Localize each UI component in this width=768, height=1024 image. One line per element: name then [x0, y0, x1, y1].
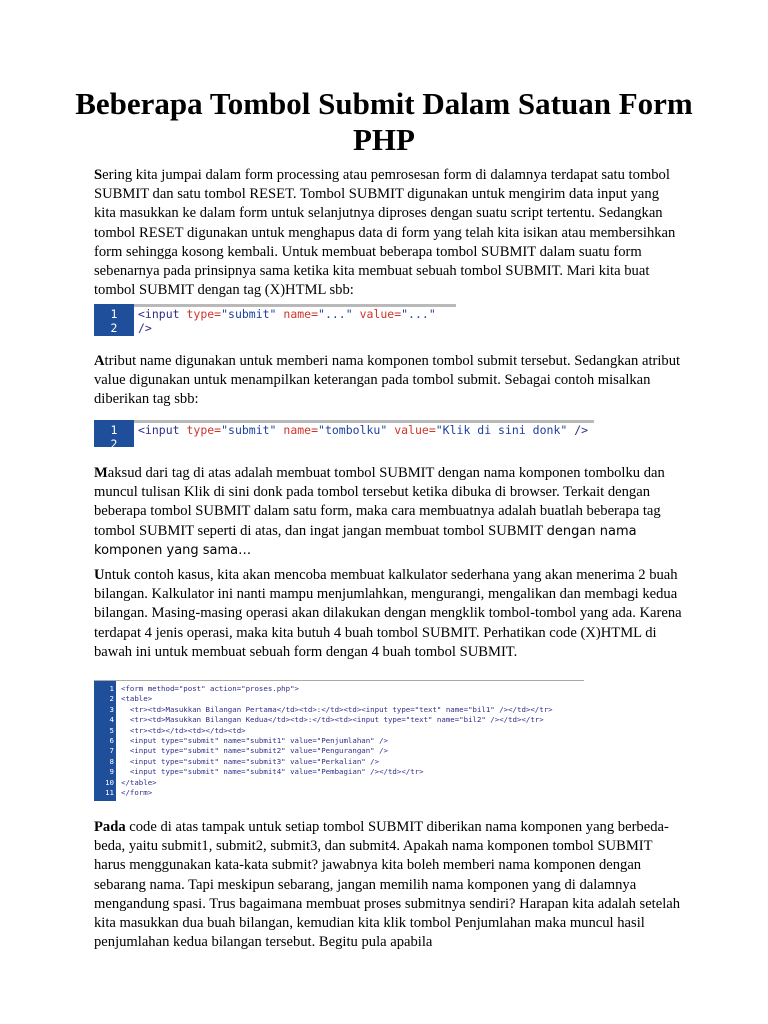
- line-number: 10: [105, 777, 114, 787]
- paragraph-calculator: [94, 566, 684, 662]
- code-snippet-submit-generic: [94, 304, 456, 336]
- drop-letter: A: [94, 353, 105, 369]
- code-token: "...": [318, 307, 353, 321]
- drop-letter: S: [94, 167, 103, 183]
- paragraph-text: code di atas tampak untuk setiap tombol SUBMIT diberikan nama komponen yang berbeda-beda, yaitu submit1, submit2, submit3, dan submit4. Apakah nama komponen tombol SUBMIT harus menggunakan kata-kata submit? jawabnya kita boleh memberi nama komponen dengan sebarang nama. Tapi meskipun sebarang, jangan memilih nama komponen yang di dalamnya mengandung spasi. Trus bagaimana membuat proses submitnya sendiri? Harapan kita adalah setelah kita masukkan dua buah bilangan, kemudian kita klik tombol Penjumlahan maka muncul hasil penjumlahan kedua bilangan tersebut. Begitu pula apabila: [94, 819, 681, 951]
- line-number: 1: [110, 423, 118, 437]
- line-number: 4: [109, 715, 114, 725]
- code-line: </form>: [121, 788, 153, 797]
- code-token: type=: [186, 307, 222, 321]
- code-token: "submit": [221, 307, 277, 321]
- drop-letter: U: [94, 567, 105, 583]
- code-token: "tombolku": [318, 423, 388, 437]
- code-line: [138, 307, 456, 335]
- page-title: Beberapa Tombol Submit Dalam Satuan Form PHP: [75, 86, 693, 157]
- code-line: </table>: [121, 777, 157, 787]
- code-line: <input type="submit" name="submit3" value="Perkalian" />: [121, 756, 380, 766]
- code-line: [138, 423, 588, 437]
- line-number: 11: [105, 788, 114, 797]
- line-number: 8: [109, 756, 114, 766]
- code-token: "Klik di sini donk": [435, 423, 568, 437]
- code-line: <form method="post" action="proses.php">: [121, 684, 299, 693]
- code-line: <tr><td></td><td></td><td>: [121, 725, 246, 735]
- code-token: value=: [387, 423, 436, 437]
- code-token: value=: [352, 307, 402, 321]
- paragraph-intro: [94, 166, 684, 300]
- code-token: name=: [276, 307, 319, 321]
- code-line: <table>: [121, 694, 153, 704]
- paragraph-text: tribut name digunakan untuk memberi nama komponen tombol submit tersebut. Sedangkan atribut value digunakan untuk menampilkan keterangan pada tombol submit. Sebagai contoh misalkan diberikan tag sbb:: [94, 353, 681, 408]
- code-token: />: [138, 321, 152, 335]
- paragraph-explanation: [94, 464, 684, 560]
- drop-letter: M: [94, 465, 108, 481]
- code-line: <tr><td>Masukkan Bilangan Kedua</td><td>:</td><td><input type="text" name="bil2" /></td></tr>: [121, 715, 544, 725]
- code-token: "submit": [221, 423, 277, 437]
- code-token: name=: [276, 423, 319, 437]
- line-number: 1: [110, 307, 118, 321]
- line-number: 5: [109, 725, 114, 735]
- code-snippet-submit-tombolku: [94, 420, 594, 447]
- code-token: />: [567, 423, 589, 437]
- code-line: <input type="submit" name="submit2" value="Pengurangan" />: [121, 746, 388, 756]
- paragraph-attributes: [94, 352, 684, 410]
- line-number: 9: [109, 767, 114, 777]
- code-token: <input: [138, 307, 187, 321]
- line-number: 2: [110, 321, 118, 335]
- code-line: <input type="submit" name="submit1" value="Penjumlahan" />: [121, 736, 388, 745]
- drop-word: Pada: [94, 819, 126, 835]
- paragraph-text-tail: dengan nama komponen yang sama…: [94, 523, 637, 558]
- code-token: <input: [138, 423, 187, 437]
- line-number: 6: [109, 736, 114, 745]
- line-number: 3: [109, 704, 114, 714]
- line-number: 2: [110, 437, 118, 447]
- paragraph-text: aksud dari tag di atas adalah membuat tombol SUBMIT dengan nama komponen tombolku dan muncul tulisan Klik di sini donk pada tombol tersebut ketika dibuka di browser. Terkait dengan beberapa tombol SUBMIT dalam satu form, maka cara membuatnya adalah buatlah beberapa tag tombol SUBMIT seperti di atas, dan ingat jangan membuat tombol SUBMIT: [94, 465, 665, 539]
- code-snippet-calculator-form: [94, 680, 584, 801]
- code-token: type=: [186, 423, 222, 437]
- line-number: 2: [109, 694, 114, 704]
- paragraph-text: ering kita jumpai dalam form processing atau pemrosesan form di dalamnya terdapat satu tombol SUBMIT dan satu tombol RESET. Tombol SUBMIT digunakan untuk mengirim data input yang kita masukkan ke dalam form untuk selanjutnya diproses dengan suatu script tertentu. Sedangkan tombol RESET digunakan untuk menghapus data di form yang telah kita isikan atau membersihkan form sehingga kosong kembali. Untuk membuat beberapa tombol SUBMIT dalam suatu form sebenarnya pada prinsipnya sama ketika kita membuat sebuah tombol SUBMIT. Mari kita buat tombol SUBMIT dengan tag (X)HTML sbb:: [94, 167, 676, 299]
- paragraph-text: ntuk contoh kasus, kita akan mencoba membuat kalkulator sederhana yang akan menerima 2 buah bilangan. Kalkulator ini nanti mampu menjumlahkan, mengurangi, mengalikan dan membagi kedua bilangan. Masing-masing operasi akan dilakukan dengan mengklik tombol-tombol yang ada. Karena terdapat 4 jenis operasi, maka kita butuh 4 buah tombol SUBMIT. Perhatikan code (X)HTML di bawah ini untuk membuat sebuah form dengan 4 buah tombol SUBMIT.: [94, 567, 682, 660]
- code-line: <input type="submit" name="submit4" value="Pembagian" /></td></tr>: [121, 767, 424, 777]
- line-number: 7: [109, 746, 114, 756]
- code-line: <tr><td>Masukkan Bilangan Pertama</td><td>:</td><td><input type="text" name="bil1" /></td></tr>: [121, 704, 553, 714]
- paragraph-naming: [94, 818, 684, 952]
- code-token: "...": [401, 307, 436, 321]
- line-number: 1: [109, 684, 114, 693]
